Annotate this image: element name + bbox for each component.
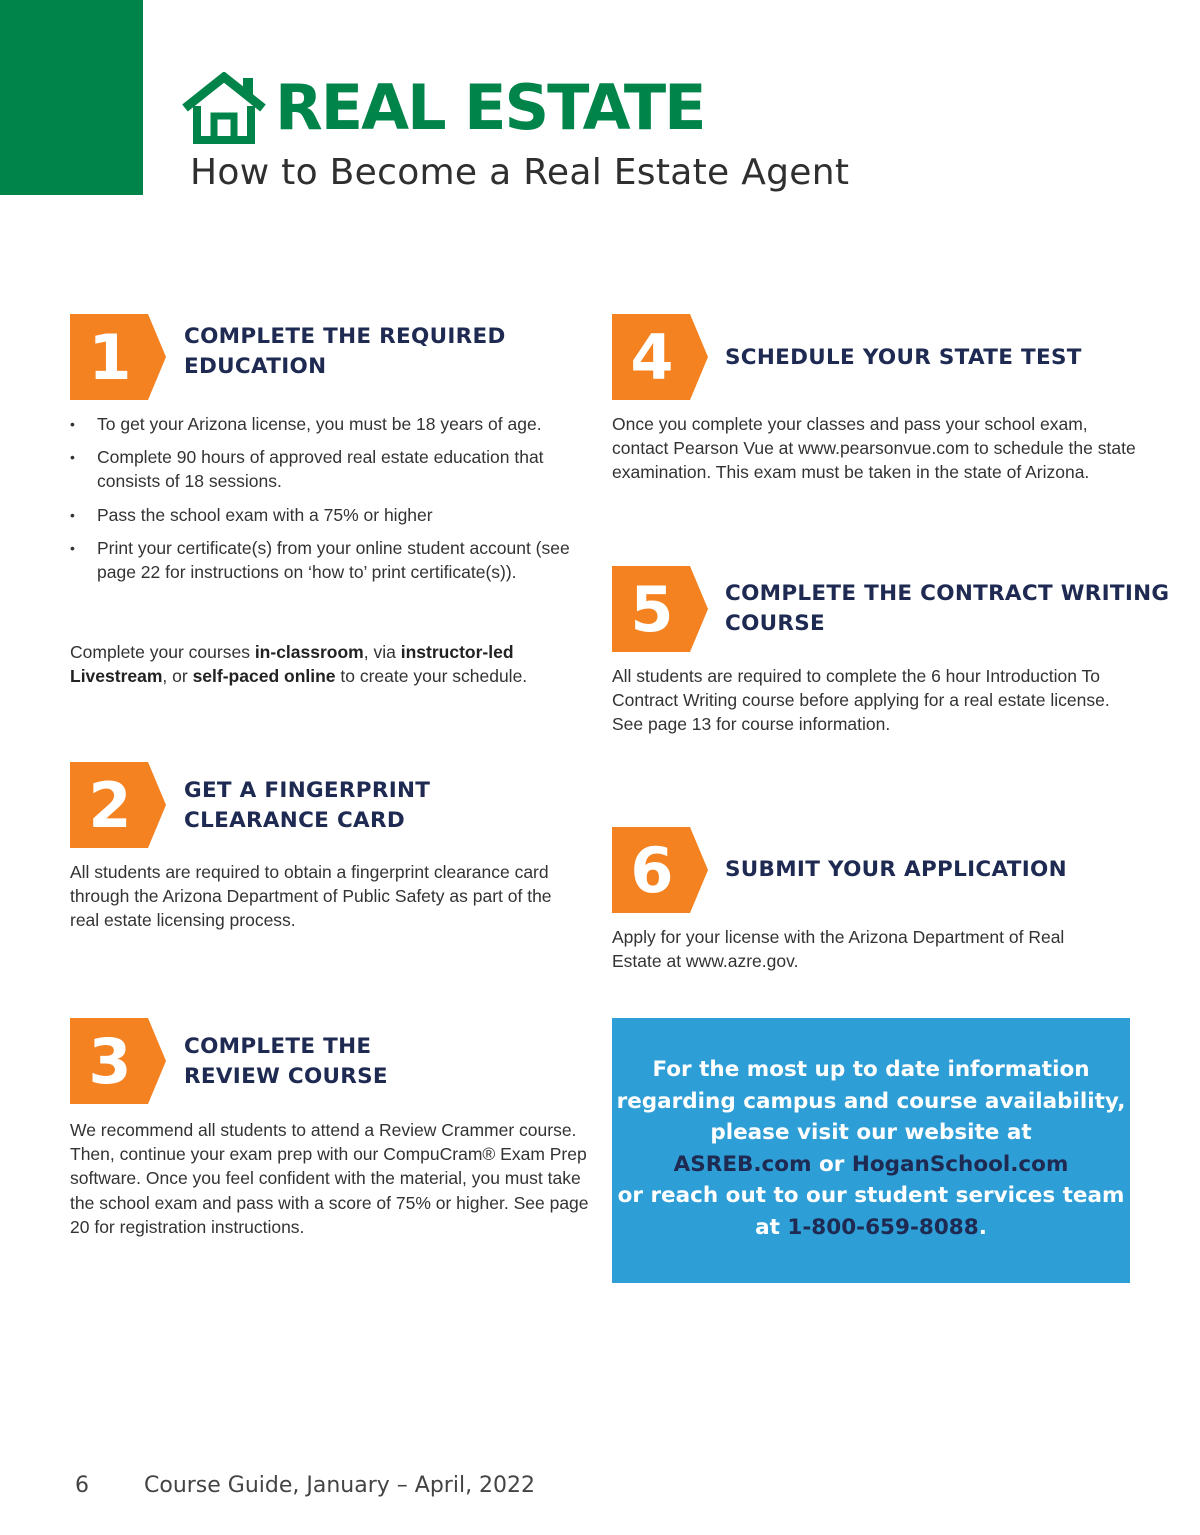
step-title-line: GET A FINGERPRINT [184,778,431,803]
contact-info-box [612,1018,1130,1283]
step-badge-5 [612,566,708,652]
house-icon [181,72,267,144]
asreb-link[interactable]: ASREB.com [673,1151,812,1177]
step-title-line: COMPLETE THE [184,1034,372,1059]
hoganschool-link[interactable]: HoganSchool.com [851,1151,1069,1177]
step-title-line: SUBMIT YOUR APPLICATION [725,857,1067,882]
header-color-block [0,0,143,195]
step-title-line: SCHEDULE YOUR STATE TEST [725,345,1082,370]
bold-run: in-classroom [254,642,364,662]
footer-guide-title: Course Guide, January – April, 2022 [144,1473,536,1498]
brand-title: REAL ESTATE [275,70,705,144]
text-run: to create your schedule. [335,666,528,687]
text-run: , via [363,642,401,662]
step-4-text: Once you complete your classes and pass your school exam, contact Pearson Vue at www.pearsonvue.com to schedule the state examination. This exam must be taken in the state of Arizona. [612,414,1136,483]
step-5-text: All students are required to complete the 6 hour Introduction To Contract Writing course before applying for a real estate license. See page 13 for course information. [612,666,1110,735]
step-title-line: COMPLETE THE REQUIRED [184,324,506,349]
step-title-2 [184,776,430,836]
step-2-text: All students are required to obtain a fingerprint clearance card through the Arizona Department of Public Safety as part of the real estate licensing process. [70,862,552,931]
step-1-bullets [70,412,595,593]
step-number: 3 [88,1024,132,1098]
page-subtitle: How to Become a Real Estate Agent [190,152,850,193]
page-number: 6 [75,1473,89,1498]
step-title-4 [725,343,1082,373]
text-run: Complete your courses [70,642,255,662]
step-badge-4 [612,314,708,400]
list-item: • Complete 90 hours of approved real estate education that consists of 18 sessions. [70,445,595,493]
info-websites [612,1149,1130,1181]
real-estate-logo [181,70,704,145]
step-number: 1 [88,320,132,394]
step-3-text: We recommend all students to attend a Review Crammer course. Then, continue your exam prep with our CompuCram® Exam Prep software. Once you feel confident with the material, you must take the school exam and pass with a score of 75% or higher. See page 20 for registration instructions. [70,1120,589,1237]
bold-run: instructor-led Livestream [70,642,514,687]
step-title-line: COMPLETE THE CONTRACT WRITING [725,581,1170,606]
info-text: or [811,1151,852,1177]
step-number: 4 [630,320,674,394]
step-title-1 [184,322,506,382]
info-line: or reach out to our student services team [617,1183,1125,1208]
info-text: . [978,1214,987,1240]
step-number: 2 [88,768,132,842]
step-badge-2 [70,762,166,848]
info-line: regarding campus and course availability, [616,1088,1126,1114]
step-title-line: CLEARANCE CARD [184,808,405,833]
info-phone-line [612,1212,1130,1244]
step-6-text: Apply for your license with the Arizona Department of Real Estate at www.azre.gov. [612,927,1065,972]
list-item: • To get your Arizona license, you must be 18 years of age. [70,412,595,436]
step-title-3 [184,1032,388,1092]
info-line: For the most up to date information [652,1057,1090,1082]
step-badge-3 [70,1018,166,1104]
step-badge-6 [612,827,708,913]
step-badge-1 [70,314,166,400]
step-number: 5 [630,572,674,646]
step-title-5 [725,579,1169,639]
list-item: • Print your certificate(s) from your online student account (see page 22 for instructions on ‘how to’ print certificate(s)). [70,536,595,584]
text-run: , or [162,666,193,687]
info-line: please visit our website at [710,1120,1032,1145]
step-title-6 [725,855,1067,885]
step-title-line: EDUCATION [184,354,327,379]
step-1-paragraph [70,640,580,688]
step-number: 6 [630,833,674,907]
step-title-line: COURSE [725,611,826,636]
list-item: • Pass the school exam with a 75% or higher [70,503,595,527]
phone-number[interactable]: 1-800-659-8088 [787,1214,979,1240]
bold-run: self-paced online [192,666,336,687]
step-title-line: REVIEW COURSE [184,1064,388,1089]
info-text: at [755,1214,788,1240]
